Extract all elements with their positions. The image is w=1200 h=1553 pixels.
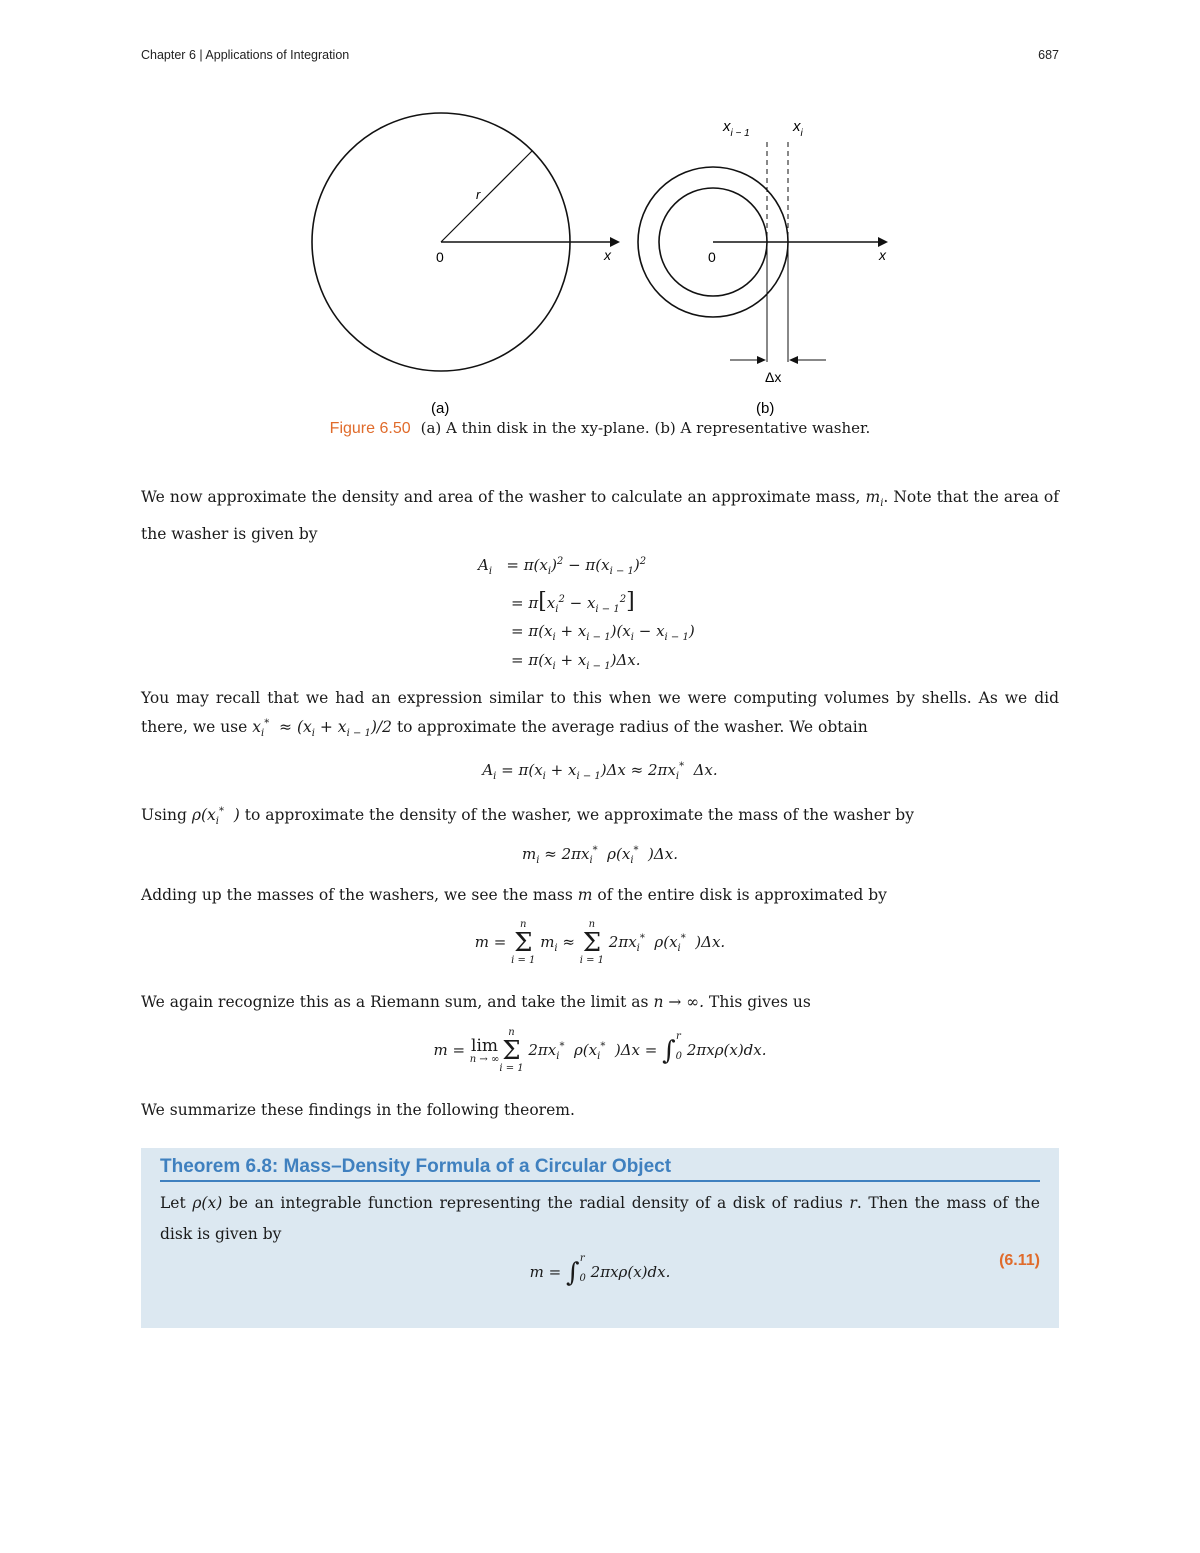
running-header-chapter: Chapter 6 | Applications of Integration <box>141 48 350 62</box>
page-number: 687 <box>1038 48 1059 62</box>
x-axis-arrow-b <box>878 237 888 247</box>
area-eq-line-1: $A_i = \pi(x_i)^2 - \pi(x_{i - 1})^2$ <box>478 556 647 577</box>
paragraph-4: Adding up the masses of the washers, we see the mass m of the entire disk is approximated by <box>141 886 887 904</box>
radius-label: r <box>476 187 481 202</box>
mass-approx-eq: $m_i \approx 2\pi x_i^*$ $\rho(x_i^*$ )Δx. <box>522 845 678 866</box>
panel-a-tag: (a) <box>431 400 450 417</box>
x-axis-arrow-a <box>610 237 620 247</box>
figure-disk-washer <box>0 100 1200 420</box>
theorem-box <box>141 1148 1059 1328</box>
area-approx-eq: $A_i = \pi(x_i + x_{i - 1})\Delta x \approx 2\pi x_i^*$ Δx. <box>482 761 718 782</box>
paragraph-3: Using $\rho(x_i^*$ ) to approximate the density of the washer, we approximate the mass of the washer by <box>141 806 914 828</box>
limit-integral-eq: m = lim n → ∞ n Σ i = 1 $2\pi x_i^*$ $\rho(x_i^*$ )$\Delta x = \int_0^r2\pi x\rho(x)dx$. <box>433 1027 767 1074</box>
figure-caption <box>0 419 1200 438</box>
origin-label-a: 0 <box>436 249 444 265</box>
panel-b-tag: (b) <box>756 400 775 417</box>
area-eq-line-3: = $\pi(x_i + x_{i - 1})(x_i - x_{i - 1})$ <box>511 622 695 643</box>
paragraph-5: We again recognize this as a Riemann sum, and take the limit as n → ∞. This gives us <box>141 993 811 1011</box>
x-prev-label: $x_{i - 1}$ <box>723 118 750 139</box>
figure-caption-text: (a) A thin disk in the xy-plane. (b) A representative washer. <box>420 419 871 437</box>
x-cur-label: $x_i$ <box>793 118 803 139</box>
origin-label-b: 0 <box>708 249 716 265</box>
riemann-sum-eq: m = n Σ i = 1 $m_i$ ≈ n Σ i = 1 $2\pi x_i^*$ $\rho(x_i^*$ )Δx. <box>474 919 726 966</box>
figure-label: Figure 6.50 <box>329 420 411 437</box>
theorem-title: Theorem 6.8: Mass–Density Formula of a Circular Object <box>160 1156 1040 1182</box>
delta-x-label: Δx <box>765 369 782 385</box>
theorem-text: Let ρ(x) be an integrable function representing the radial density of a disk of radius r. Then the mass of the disk is given by <box>160 1194 1040 1243</box>
paragraph-6: We summarize these findings in the following theorem. <box>141 1101 575 1119</box>
x-label-a: x <box>604 247 611 263</box>
paragraph-1: We now approximate the density and area of the washer to calculate an approximate mass, $m_i$. Note that the area of the washer is given by <box>141 488 1059 544</box>
area-eq-line-2: = $\pi[x_i^2 - x_{i - 1}^2]$ <box>511 589 635 615</box>
x-label-b: x <box>879 247 886 263</box>
equation-number: (6.11) <box>999 1252 1040 1269</box>
area-eq-line-4: = $\pi(x_i + x_{i - 1})\Delta x$. <box>511 651 641 672</box>
delta-arrowhead-right <box>789 356 798 364</box>
delta-arrowhead-left <box>757 356 766 364</box>
theorem-equation: $m = \int_0^r2\pi x\rho(x)dx$. <box>529 1253 671 1288</box>
paragraph-2: You may recall that we had an expression similar to this when we were computing volumes by shells. As we did there, we use $x_i^* \approx (x_i + x_{i - 1})/2$ to approximate the average radius of the washer. We obtain <box>141 689 1059 740</box>
radius-line <box>441 151 532 242</box>
